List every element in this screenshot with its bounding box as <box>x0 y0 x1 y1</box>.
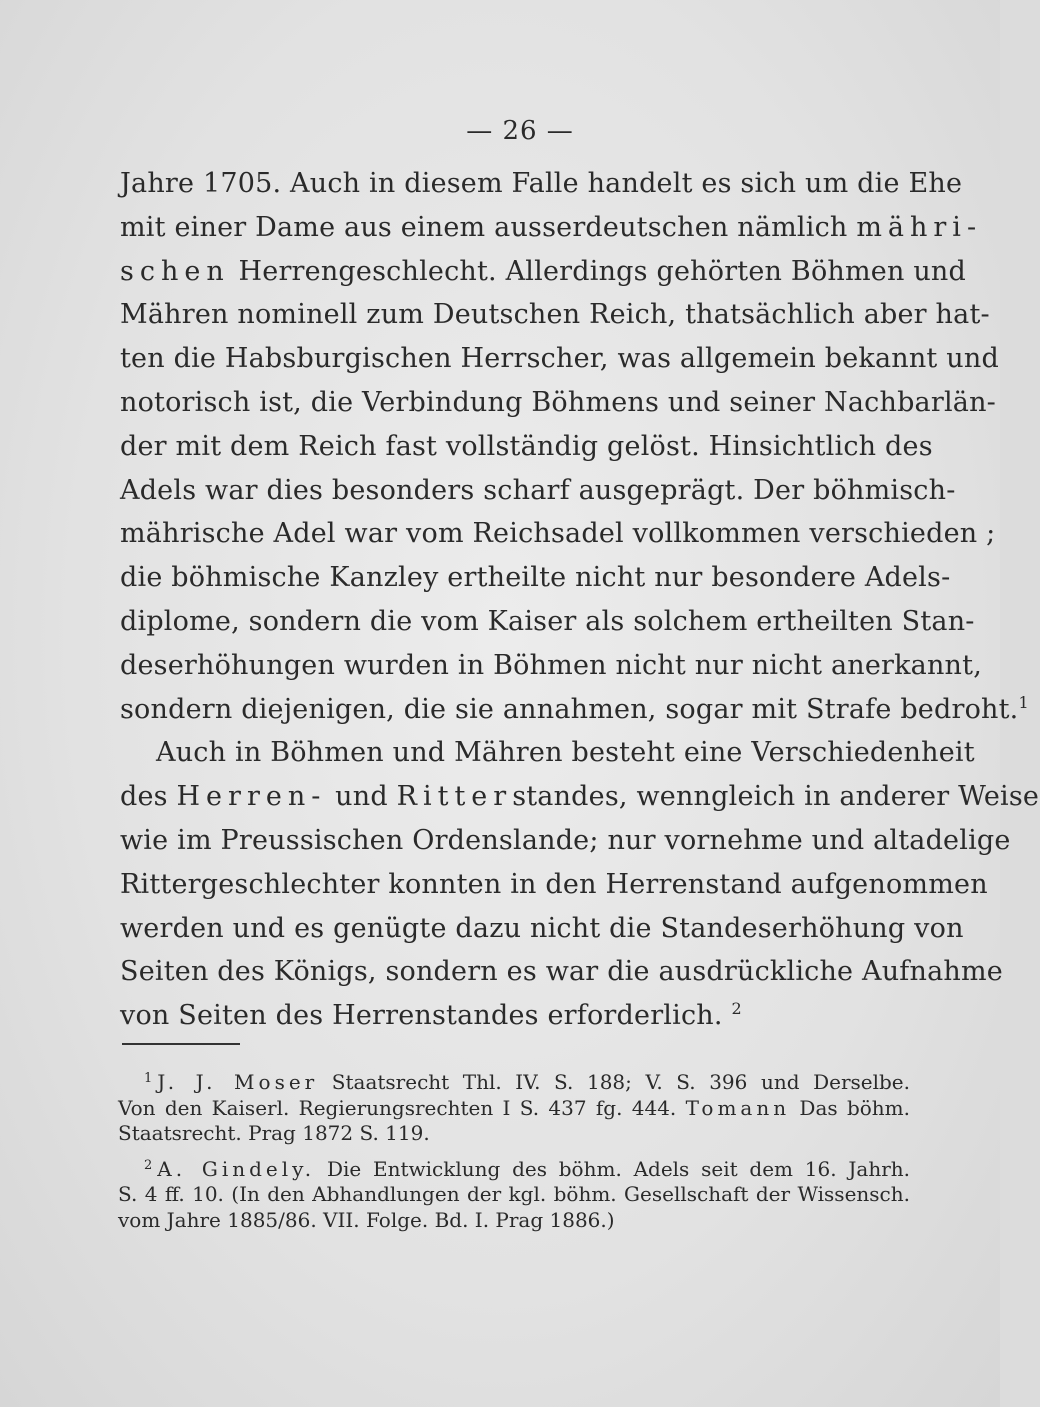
text-line <box>120 206 983 250</box>
spaced-emphasis: Herren- <box>176 781 327 813</box>
main-text <box>120 162 1040 1038</box>
text-line: notorisch ist, die Verbindung Böhmens und seiner Nachbarlän- <box>120 386 996 418</box>
footnote-reference: 2 <box>731 999 742 1019</box>
text-span: von Seiten des Herrenstandes erforderlich. <box>120 1000 723 1032</box>
footnote-line <box>118 1157 910 1183</box>
paragraph-2 <box>120 731 1040 1038</box>
text-span: und <box>335 781 388 813</box>
text-span: Das böhm. <box>799 1095 910 1120</box>
text-span: sondern diejenigen, die sie annahmen, sogar mit Strafe bedroht. <box>120 693 1019 725</box>
spaced-author: Tomann <box>685 1095 791 1120</box>
footnote-reference: 1 <box>1018 692 1029 712</box>
footnote-2 <box>118 1157 910 1234</box>
text-span: standes, wenngleich in anderer Weise <box>512 781 1040 813</box>
text-line: Seiten des Königs, sondern es war die ausdrückliche Aufnahme <box>120 956 1003 988</box>
footnotes <box>118 1070 910 1233</box>
text-span: Von den Kaiserl. Regierungsrechten I S. 437 fg. 444. <box>118 1095 677 1120</box>
page-number: — 26 — <box>466 116 574 146</box>
text-span: Herrengeschlecht. Allerdings gehörten Böhmen und <box>238 255 967 287</box>
text-line: werden und es genügte dazu nicht die Standeserhöhung von <box>120 912 964 944</box>
text-line: diplome, sondern die vom Kaiser als solchem ertheilten Stan- <box>120 605 975 637</box>
spaced-author: J. J. Moser <box>157 1070 319 1094</box>
text-line: Auch in Böhmen und Mähren besteht eine Verschiedenheit <box>156 737 975 769</box>
text-line <box>120 250 967 294</box>
footnote-line <box>118 1096 910 1122</box>
footnote-line: Staatsrecht. Prag 1872 S. 119. <box>118 1121 430 1145</box>
text-line: deserhöhungen wurden in Böhmen nicht nur nicht anerkannt, <box>120 649 982 681</box>
text-line: wie im Preussischen Ordenslande; nur vornehme und altadelige <box>120 824 1011 856</box>
footnote-line: vom Jahre 1885/86. VII. Folge. Bd. I. Prag 1886.) <box>118 1207 615 1232</box>
paragraph-1 <box>120 162 1029 731</box>
text-line <box>120 688 1029 732</box>
text-line: der mit dem Reich fast vollständig gelöst. Hinsichtlich des <box>120 430 933 462</box>
text-line: die böhmische Kanzley ertheilte nicht nur besondere Adels- <box>120 562 951 594</box>
text-span: mit einer Dame aus einem ausserdeutschen nämlich <box>120 211 848 243</box>
footnote-divider <box>122 1043 240 1045</box>
spaced-author: A. Gindely. <box>157 1156 316 1181</box>
text-line: Mähren nominell zum Deutschen Reich, thatsächlich aber hat- <box>120 299 990 331</box>
text-span: Die Entwicklung des böhm. Adels seit dem 16. Jahrh. <box>326 1156 910 1181</box>
text-line <box>120 775 1040 819</box>
footnote-mark: 2 <box>144 1157 153 1173</box>
footnote-gap <box>118 1147 910 1157</box>
footnote-1 <box>118 1070 910 1147</box>
footnote-line <box>118 1070 910 1096</box>
spaced-emphasis: schen <box>120 255 230 287</box>
text-line: mährische Adel war vom Reichsadel vollkommen verschieden ; <box>120 518 996 550</box>
text-line: Rittergeschlechter konnten in den Herrenstand aufgenommen <box>120 868 988 900</box>
text-line: ten die Habsburgischen Herrscher, was allgemein bekannt und <box>120 343 999 375</box>
footnote-line: S. 4 ff. 10. (In den Abhandlungen der kgl. böhm. Gesellschaft der Wissensch. <box>118 1182 910 1206</box>
text-line: Adels war dies besonders scharf ausgeprägt. Der böhmisch- <box>120 474 956 506</box>
text-line: Jahre 1705. Auch in diesem Falle handelt es sich um die Ehe <box>120 168 963 199</box>
text-span: Staatsrecht Thl. IV. S. 188; V. S. 396 und Derselbe. <box>331 1070 910 1094</box>
footnote-mark: 1 <box>144 1071 153 1086</box>
spaced-emphasis: Ritter <box>396 781 513 813</box>
spaced-emphasis: mähri- <box>856 211 983 243</box>
text-span: des <box>120 781 168 813</box>
text-line <box>120 994 912 1038</box>
